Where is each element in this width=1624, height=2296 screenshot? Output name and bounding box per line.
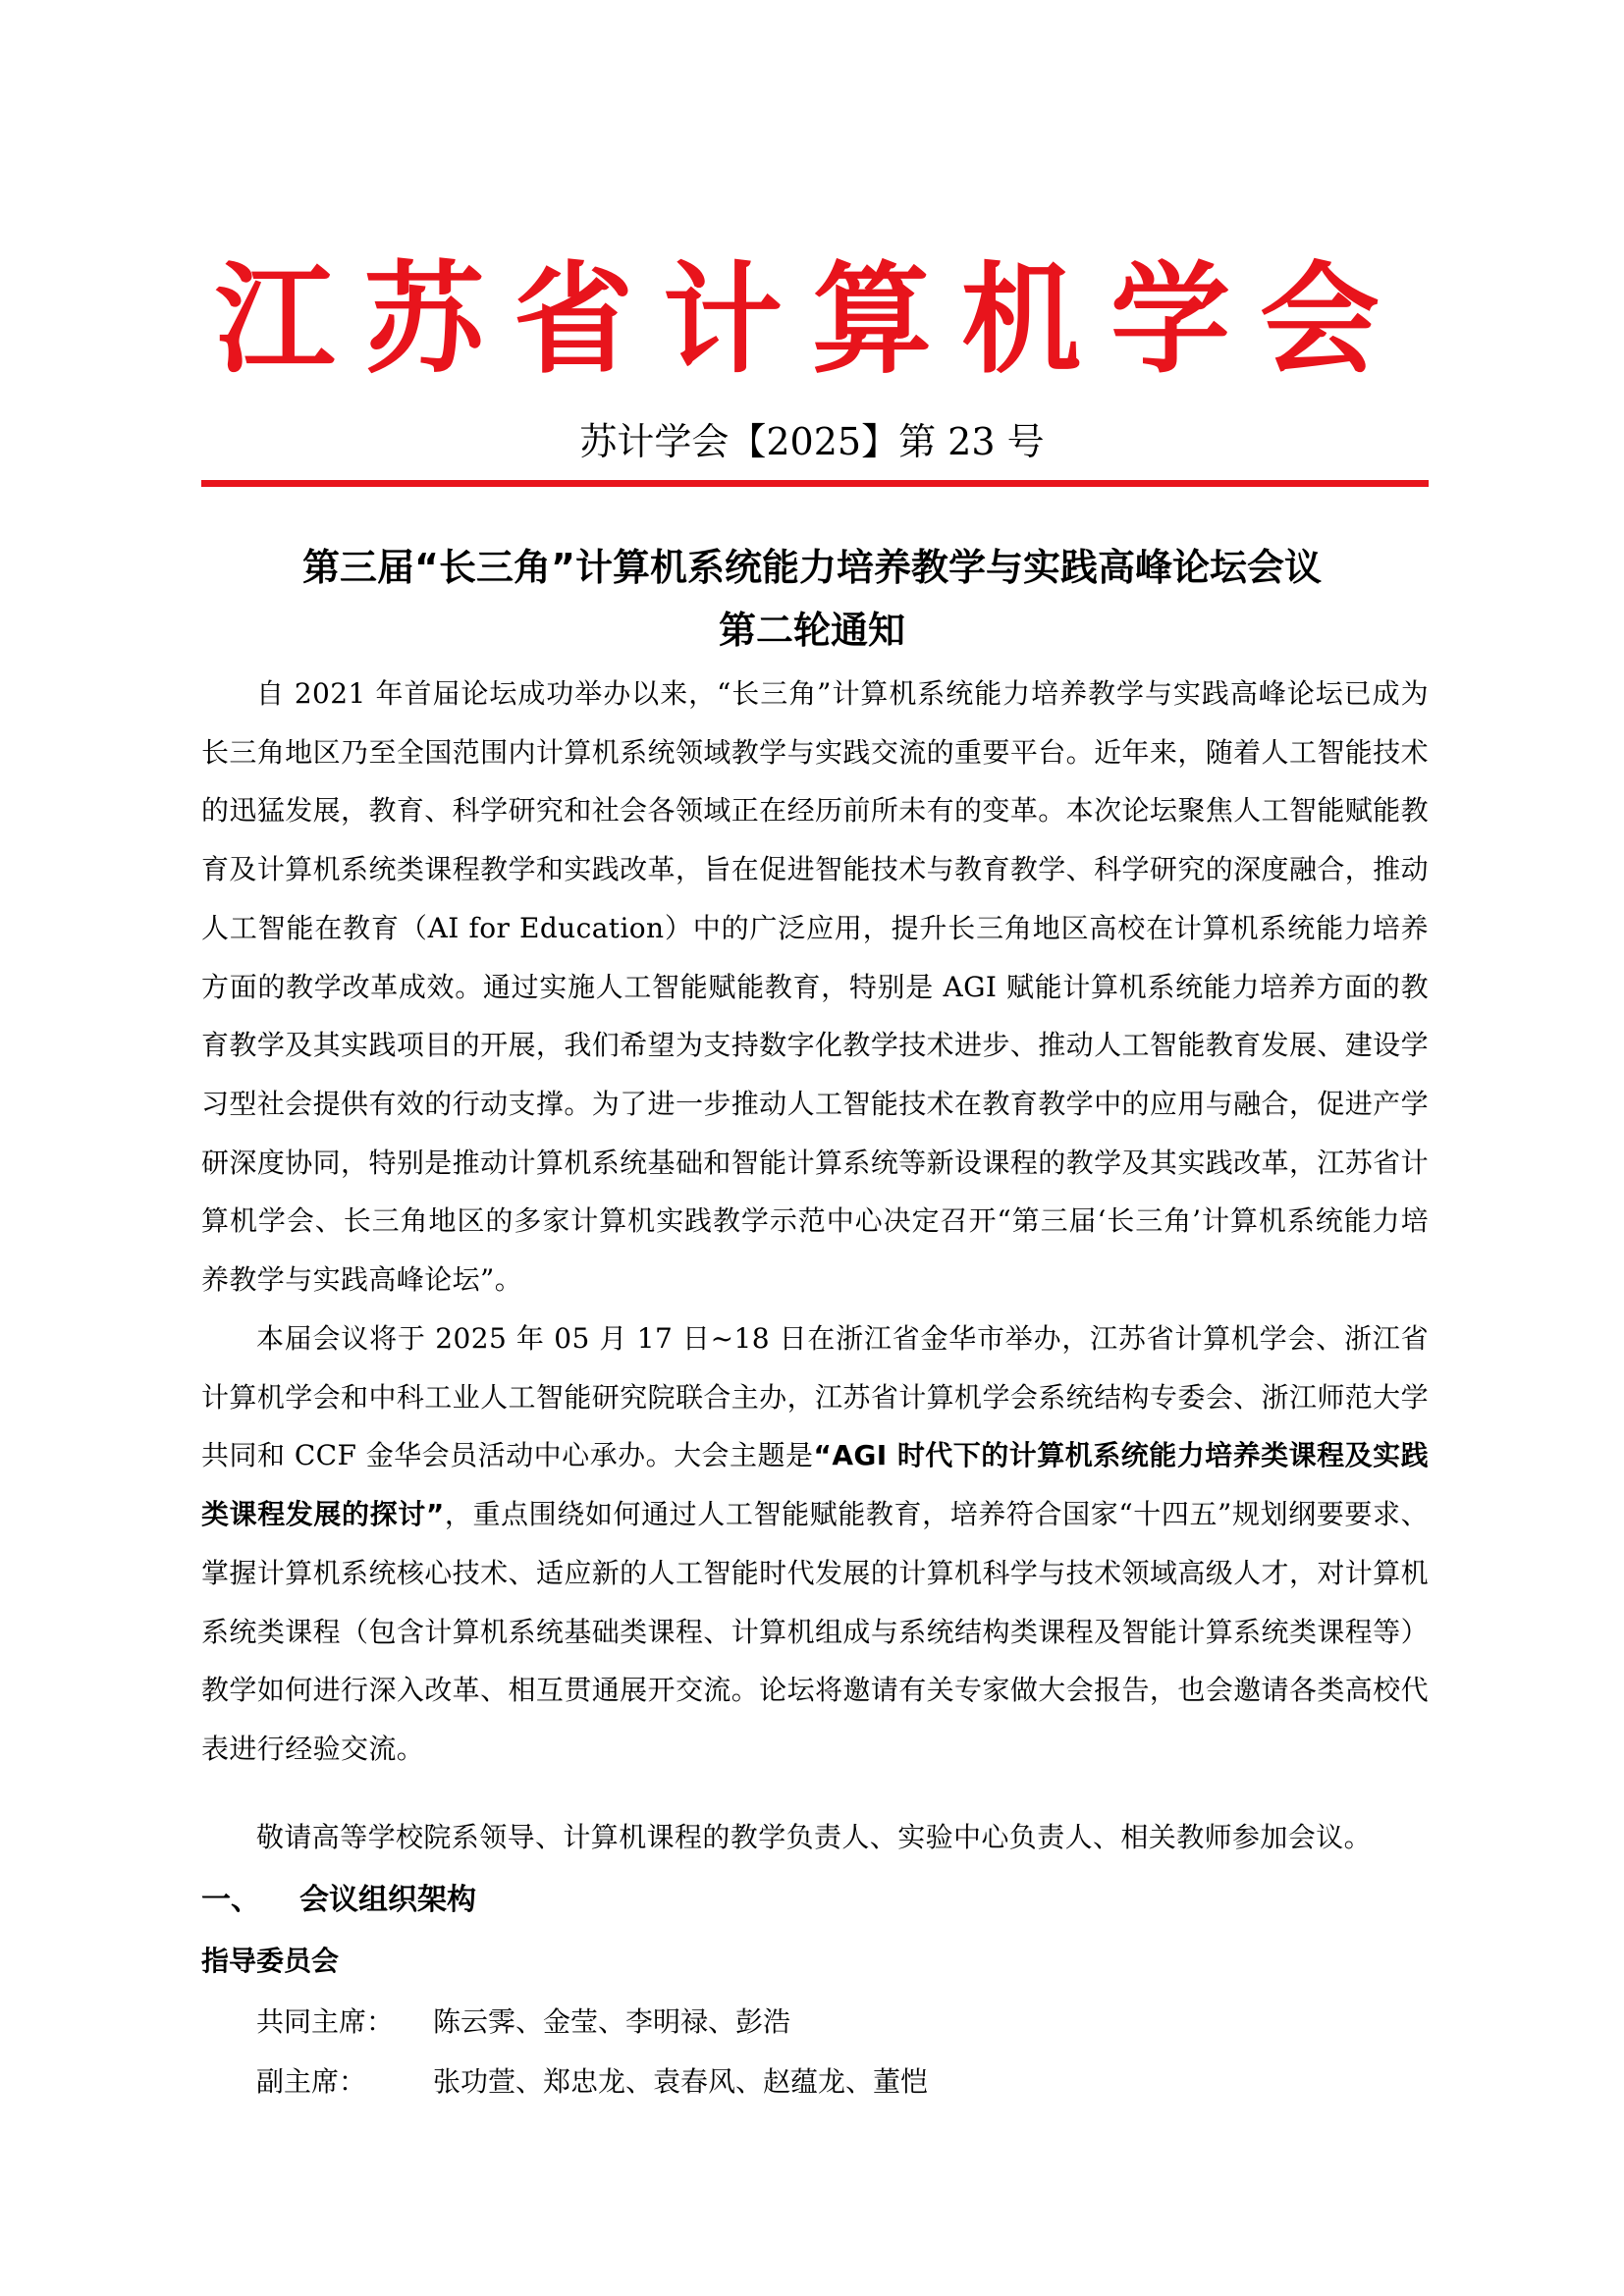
role-label: 副主席： bbox=[256, 2065, 367, 2098]
role-row bbox=[256, 2055, 928, 2109]
letterhead-org-name: 江苏省计算机学会 bbox=[215, 248, 1409, 390]
paragraph-text: ，重点围绕如何通过人工智能赋能教育，培养符合国家“十四五”规划纲要要求、掌握计算机系统核心技术、适应新的人工智能时代发展的计算机科学与技术领域高级人才，对计算机系统类课程（包含计算机系统基础类课程、计算机组成与系统结构类课程及智能计算系统类课程等）教学如何进行深入改革、相互贯通展开交流。论坛将邀请有关专家做大会报告，也会邀请各类高校代表进行经验交流。 bbox=[201, 1498, 1429, 1765]
section-heading bbox=[201, 1873, 476, 1928]
section-title: 会议组织架构 bbox=[299, 1883, 476, 1917]
body-paragraph-invitation: 敬请高等学校院系领导、计算机课程的教学负责人、实验中心负责人、相关教师参加会议。 bbox=[256, 1821, 1373, 1853]
role-label: 共同主席： bbox=[256, 2005, 395, 2038]
section-number: 一、 bbox=[201, 1883, 260, 1917]
committee-heading: 指导委员会 bbox=[201, 1945, 340, 1977]
conference-theme: “AGI 时代下的计算机系统能力培养类课程及实践类课程发展的探讨” bbox=[201, 1439, 1429, 1531]
document-number: 苏计学会【2025】第 23 号 bbox=[579, 420, 1045, 463]
notice-subtitle: 第二轮通知 bbox=[718, 609, 905, 652]
body-paragraph-intro: 自 2021 年首届论坛成功举办以来，“长三角”计算机系统能力培养教学与实践高峰论坛已成为长三角地区乃至全国范围内计算机系统领域教学与实践交流的重要平台。近年来，随着人工智能技术的迅猛发展，教育、科学研究和社会各领域正在经历前所未有的变革。本次论坛聚焦人工智能赋能教育及计算机系统类课程教学和实践改革，旨在促进智能技术与教育教学、科学研究的深度融合，推动人工智能在教育（AI for Education）中的广泛应用，提升长三角地区高校在计算机系统能力培养方面的教学改革成效。通过实施人工智能赋能教育，特别是 AGI 赋能计算机系统能力培养方面的教育教学及其实践项目的开展，我们希望为支持数字化教学技术进步、推动人工智能教育发展、建设学习型社会提供有效的行动支撑。为了进一步推动人工智能技术在教育教学中的应用与融合，促进产学研深度协同，特别是推动计算机系统基础和智能计算系统等新设课程的教学及其实践改革，江苏省计算机学会、长三角地区的多家计算机实践教学示范中心决定召开“第三届‘长三角’计算机系统能力培养教学与实践高峰论坛”。 bbox=[201, 677, 1429, 1297]
notice-title: 第三届“长三角”计算机系统能力培养教学与实践高峰论坛会议 bbox=[302, 546, 1322, 589]
role-names: 陈云霁、金莹、李明禄、彭浩 bbox=[433, 2005, 791, 2038]
role-row bbox=[256, 1995, 790, 2050]
letterhead-divider bbox=[201, 480, 1429, 487]
role-names: 张功萱、郑忠龙、袁春风、赵蕴龙、董恺 bbox=[433, 2065, 929, 2098]
body-paragraph-meeting bbox=[201, 1309, 1429, 1779]
paragraph-text: 本届会议将于 2025 年 05 月 17 日~18 日在浙江省金华市举办，江苏省计算机学会、浙江省计算机学会和中科工业人工智能研究院联合主办，江苏省计算机学会系统结构专委会、浙江师范大学共同和 CCF 金华会员活动中心承办。大会主题是 bbox=[201, 1322, 1429, 1472]
